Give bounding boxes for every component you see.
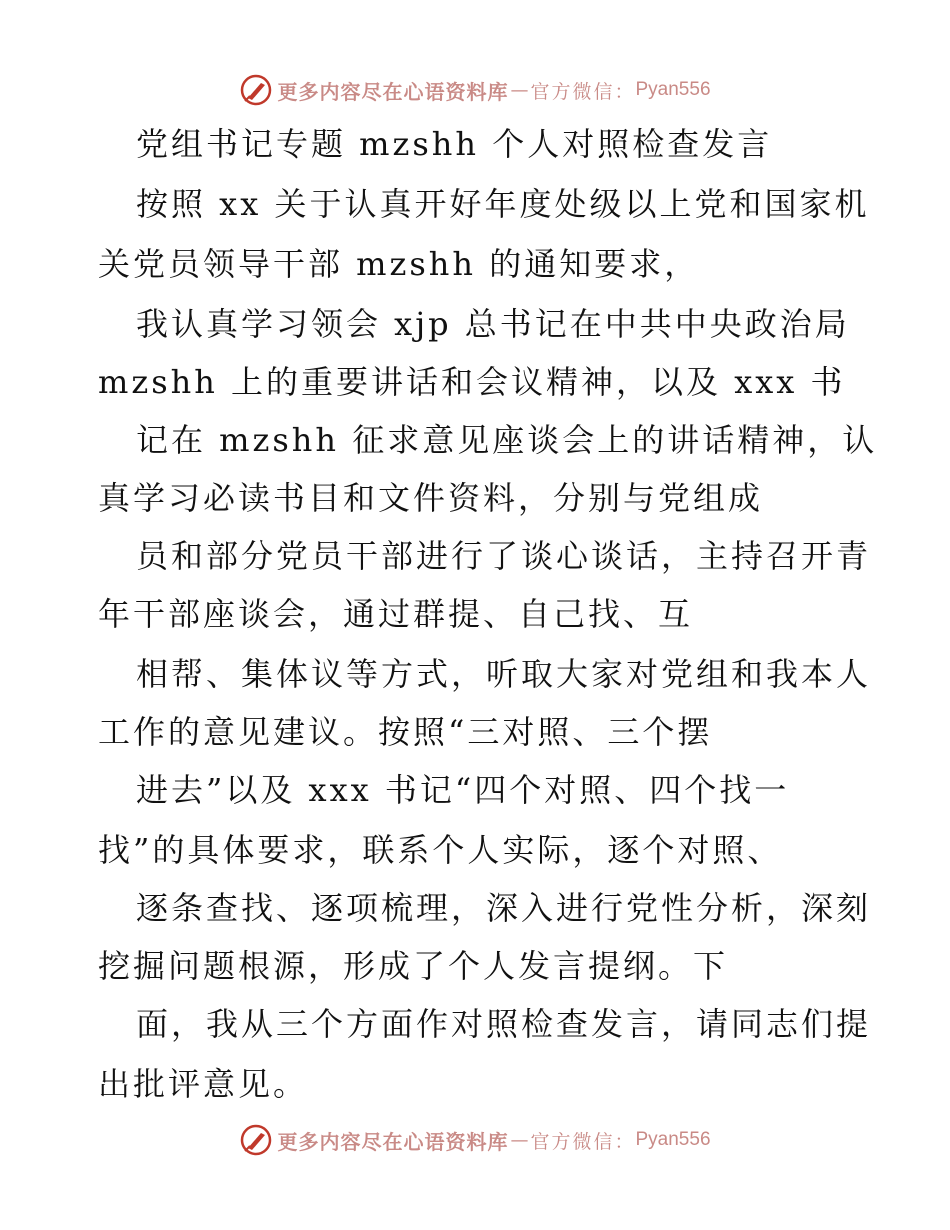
text-line: 挖掘问题根源，形成了个人发言提纲。下 [98,947,729,985]
watermark-wechat-label: 官方微信： [530,80,636,103]
watermark-wechat-handle: Pyan556 [635,1129,711,1150]
header-watermark-banner [0,70,950,110]
text-line: 面，我从三个方面作对照检查发言，请同志们提 [136,1005,872,1043]
quill-logo-icon [239,1123,273,1157]
text-line: 年干部座谈会，通过群提、自己找、互 [98,595,694,633]
text-line: 记在 mzshh 征求意见座谈会上的讲话精神，认 [136,421,878,459]
watermark-dash: — [510,79,529,101]
text-line: 员和部分党员干部进行了谈心谈话，主持召开青 [136,537,872,575]
text-line: 按照 xx 关于认真开好年度处级以上党和国家机 [136,185,870,223]
watermark-site-name: 更多内容尽在心语资料库 [277,79,509,104]
text-line: 我认真学习领会 xjp 总书记在中共中央政治局 [136,305,850,343]
watermark-site-name: 更多内容尽在心语资料库 [277,1129,509,1154]
text-line: 出批评意见。 [98,1065,309,1103]
text-line: 找”的具体要求，联系个人实际，逐个对照、 [98,831,783,869]
quill-logo-icon [239,73,273,107]
text-line: 关党员领导干部 mzshh 的通知要求， [98,245,700,283]
text-line: mzshh 上的重要讲话和会议精神，以及 xxx 书 [98,363,846,401]
footer-watermark-banner [0,1120,950,1160]
watermark-wechat-label: 官方微信： [530,1130,636,1153]
text-line: 进去”以及 xxx 书记“四个对照、四个找一 [136,771,790,809]
text-line: 真学习必读书目和文件资料，分别与党组成 [98,479,764,517]
document-title: 党组书记专题 mzshh 个人对照检查发言 [136,125,773,163]
watermark-dash: — [510,1129,529,1151]
text-line: 相帮、集体议等方式，听取大家对党组和我本人 [136,655,872,693]
watermark-wechat-handle: Pyan556 [635,79,711,100]
text-line: 工作的意见建议。按照“三对照、三个摆 [98,713,713,751]
text-line: 逐条查找、逐项梳理，深入进行党性分析，深刻 [136,889,872,927]
